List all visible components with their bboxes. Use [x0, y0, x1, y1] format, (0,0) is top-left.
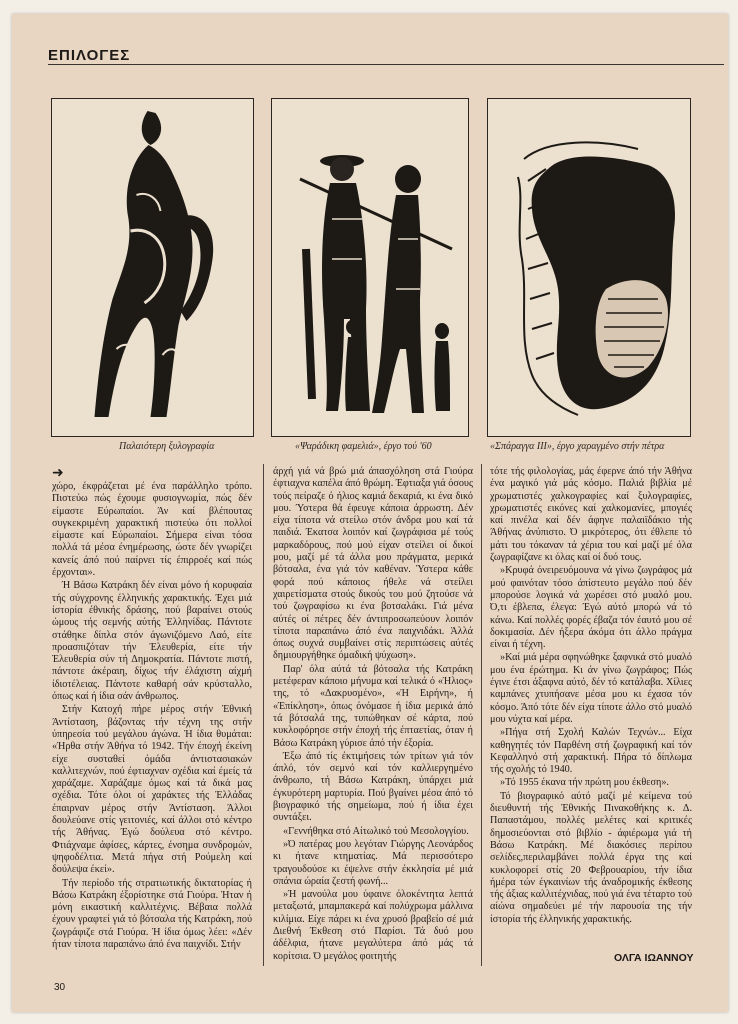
- section-title: ΕΠΙΛΟΓΕΣ: [48, 47, 131, 64]
- article-paragraph: Ή Βάσω Κατράκη δέν είναι μόνο ή κορυφαία τής σύγχρονης έλληνικής χαρακτικής. Έχει μιά ίστορία έθνικής δράσης, πού βαραίνει στούς ώμους τής σεμνής αύτής Έλληνίδας. Πάντοτε στάθηκε δίπλα στόν άγωνιζόμενο Λαό, είτε προασπιζόταν τήν Έλευθερία, είτε τήν Έλευθερία σύν τή Δημοκρατία. Πάντοτε πιστή, πάντοτε άκέραιη, δίχως τήν έλάχιστη αίχμή ίδιοτέλειας. Πάντοτε καθαρή σάν κρύσταλλο, όπως καί ή ίδια σάν άνθρωπος.: [52, 580, 252, 703]
- figure-3-caption: «Σπάραγγα ΙΙΙ», έργο χαραγμένο στήν πέτρα: [490, 441, 665, 452]
- woodcut-figure-2: [271, 98, 469, 437]
- article-paragraph: »Πήγα στή Σχολή Καλών Τεχνών... Είχα καθηγητές τόν Παρθένη στή ζωγραφική καί τόν Κεφαλληνό στή χαρακτική. Πήρα τό δίπλωμα τής σχολής τό 1940.: [490, 727, 692, 776]
- article-paragraph: «Γεννήθηκα στό Αίτωλικό τού Μεσολογγίου.: [283, 825, 469, 837]
- article-column-2: [273, 466, 473, 971]
- article-paragraph: Τό βιογραφικό αύτό μαζί μέ κείμενα τού διευθυντή τής Έθνικής Πινακοθήκης κ. Δ. Παπαστάμου, πολλές μελέτες καί κριτικές δημοσιεύονται στό βιβλίο - άφιέρωμα γιά τή Βάσω Κατράκη. Μέ διακόσιες περίπου σελίδες,περιλαμβάνει πολλά έργα της καί κυκλοφορεί στίς 20 Φεβρουαρίου, τήν ίδια ήμέρα τών έγκαινίων τής άναδρομικής έκθεσης τής άξιας καλλιτέχνιδας, πού γιά ένα τέταρτο τού αίώνα σημαδεύει μέ τήν παρουσία της τήν ίστορία τής έλληνικής χαρακτικής.: [490, 790, 692, 925]
- article-paragraph: άρχή γιά νά βρώ μιά άπασχόληση στά Γιούρα έφτιαχνα καπέλα άπό θρώμη. Έφτιαξα γιά όσους τούς πείραζε ό ήλιος καμιά δεκαριά, κι ένα δικό μου. Ύστερα θά έφευγε κάποια άρρωστη. Δέν είχα τίποτα νά στείλω στόν άνδρα μου καί τά παιδιά. Έκατσα λοιπόν καί ζωγράφισα μέ τούς μαρκαδόρους, πού μού είχαν στείλει οί δικοί μου, μαζί μέ τά άλλα μου πράγματα, μερικά βότσαλα, ένα γιά τόν καθέναν. Ύστερα κάθε φορά πού κάποιος ήθελε νά στείλει χαιρετίσματα στούς δικούς του μού ζητούσε νά τού ζωγραφίσω κι ένα βοτσαλάκι. Γιά μένα αύτές οί πέτρες δέν άντιπροσωπεύουν λοιπόν τίποτα παραπάνω άπό ένα παιχνιδάκι. Άλλά όπως συχνά συμβαίνει στίς περιπτώσεις αύτές δημιουργήθηκε όμαδική ψύχωση».: [273, 466, 473, 662]
- article-paragraph: Στήν Κατοχή πήρε μέρος στήν Έθνική Άντίσταση, βάζοντας τήν τέχνη της στήν ύπηρεσία τού μεγάλου άγώνα. Ή ίδια θυμάται: «Ήρθα στήν Άθήνα τό 1942. Τήν έποχή έκείνη είχε συσταθεί όμάδα άντιστασιακών καλλιτεχνών, πού έφτιαχναν σχέδια καί έμείς τά χαράζαμε. Χαράζαμε όμως καί τά δικά μας σχέδια. Τότε όλοι οί χαράκτες τής Έλλάδας έπαιρναν μέρος στήν Άντίσταση. Άλλοι δουλεύανε στίς γειτονιές, καί άλλοι στό κέντρο τής Άθήνας. Έγώ δούλευα στό κέντρο. Φτιάχναμε άφίσες, κάρτες, ένσημα συνδρομών, ψηφοδέλτια. Μετά πήγα στή Ρούμελη καί δούλεψα έκεί».: [52, 704, 252, 876]
- fisher-family-figure-image: [272, 99, 468, 436]
- article-paragraph: Παρ' όλα αύτά τά βότσαλα τής Κατράκη μετέφεραν κάποιο μήνυμα καί τελικά ό «Ήλιος» της, τό «Δακρυσμένο», «Ή Ειρήνη», ή «Έπίκληση», όπως όνόμασε ή ίδια μερικά άπό τά βότσαλά της, τυπώθηκαν σέ κάρτα, πού κυκλοφόρησε στήν έποχή τής έπταετίας, όταν ή Βάσω Κατράκη γύρισε άπό τήν έξορία.: [273, 663, 473, 749]
- article-paragraph: »Ό πατέρας μου λεγόταν Γιώργης Λεονάρδος κι ήτανε κτηματίας. Μά περισσότερο τραγουδούσε κι έψελνε στήν έκκλησία μέ μιά σπάνια ώραία ζεστή φωνή...: [273, 838, 473, 887]
- woodcut-figure-3: [487, 98, 691, 437]
- author-byline: ΟΛΓΑ ΙΩΑΝΝΟΥ: [614, 952, 694, 964]
- article-paragraph: Τήν περίοδο τής στρατιωτικής δικτατορίας ή Βάσω Κατράκη έξορίστηκε στά Γιούρα. Ήταν ή μόνη εικαστική καλλιτέχνις. Βέβαια πολλά έχουν γραφτεί γιά τό βότσαλα τής Κατράκη, πού ζωγράφιζε στά Γιούρα. Ή ίδια όμως λέει: «Δέν ήταν τίποτα παραπάνω άπό ένα παιχνίδι. Στήν: [52, 877, 252, 950]
- article-paragraph: »Καί μιά μέρα σφηνώθηκε ξαφνικά στό μυαλό μου ένα έρώτημα. Κι άν γίνω ζωγράφος; Πώς έγινε έτσι άξαφνα αύτό, δέν τό κατάλαβα. Χίλιες καμπάνες χτυπήσανε μέσα μου κι έχασα τόν κόσμο. Άπό τότε δέν είχα τίποτε άλλο στό μυαλό μου νύχτα καί μέρα.: [490, 652, 692, 725]
- woodcut-vessel-figure-image: [52, 99, 253, 436]
- article-paragraph: χώρο, έκφράζεται μέ ένα παράλληλο τρόπο. Πιστεύω πώς έχουμε φυσιογνωμία, πώς δέν είμαστε Εύρωπαίοι. Άν καί βλέπουτας συγκεκριμένη χαρακτική πιστεύω ότι πολλοί είμαστε καί Εύρωπαίοι. Σήμερα είναι τόσα πολλά τά μέσα ένημέρωσης, ώστε δέν γνωρίζει κανείς άπό πού παίρνει τίς έπιρροές καί πώς έρχονται».: [52, 481, 252, 579]
- article-paragraph: »Κρυφά όνειρευόμουνα νά γίνω ζωγράφος μά μού φαινόταν τόσο άπίστευτο μεγάλο πού δέν μπορούσε λογικά νά χωρέσει στό μυαλό μου. Ό,τι έβλεπα, έλεγα: Έγώ αύτό μπορώ νά τό κάνω. Καί πολλές φορές έβαζα τόν έαυτό μου σέ δοκιμασία. Δέν ήξερα άκόμα ότι άλλο πράγμα είναι ή τέχνη.: [490, 565, 692, 651]
- column-divider: [481, 464, 482, 966]
- woodcut-figure-1: [51, 98, 254, 437]
- page-number: 30: [54, 982, 66, 993]
- column-divider: [263, 464, 264, 966]
- article-paragraph: »Ή μανούλα μου ύφαινε όλοκέντητα λεπτά μεταξωτά, μπαμπακερά καί πολύχρωμα μάλλινα κιλίμια. Είχε πάρει κι ένα χρυσό βραβείο σέ μιά Διεθνή Έκθεση στό Παρίσι. Τά δυό μου άδέλφια, ήτανε μεγαλύτερα άπό μάς τά κορίτσια. Ό μεγάλος φοιτητής: [273, 889, 473, 962]
- figure-1-caption: Παλαιότερη ξυλογραφία: [119, 441, 215, 452]
- figure-2-caption: «Ψαράδικη φαμελιά», έργο τού '60: [295, 441, 432, 452]
- article-paragraph: τότε τής φιλολογίας, μάς έφερνε άπό τήν Άθήνα ένα μαγικό γιά μάς κόσμο. Παλιά βιβλία μέ χρωματιστές χαλκογραφίες καί ξυλογραφίες, χρωματιστές εικόνες καί χαλκομανίες, μπογιές καί πινέλα καί δέν άφηνε παλαιϊδάκιο τής Άθήνας άνύπιστο. Ό μικρότερος, ότι έθλεπε τό μάτι του τόκαναν τά χέρια του καί μαζί μέ όλα ζωγραφίζανε κι όλας καί οί δυό τους.: [490, 466, 692, 564]
- continued-arrow-icon: ➜: [52, 466, 64, 481]
- article-paragraph: Έξω άπό τίς έκτιμήσεις τών τρίτων γιά τόν άπλό, τόν σεμνό καί τόν καλλιεργημένο άνθρωπο, τή Βάσω Κατράκη, ύπάρχει μιά έγκυρότερη μαρτυρία. Πού βγαίνει μέσα άπό τό βιογραφικό τής σημείωμα, πού ή ίδια έχει συντάξει.: [273, 750, 473, 824]
- article-column-1: [52, 466, 252, 971]
- header-rule: [48, 64, 724, 65]
- article-paragraph: »Τό 1955 έκανα τήν πρώτη μου έκθεση».: [500, 777, 669, 789]
- sparagga-stone-figure-image: [488, 99, 690, 436]
- article-column-3: [490, 466, 692, 946]
